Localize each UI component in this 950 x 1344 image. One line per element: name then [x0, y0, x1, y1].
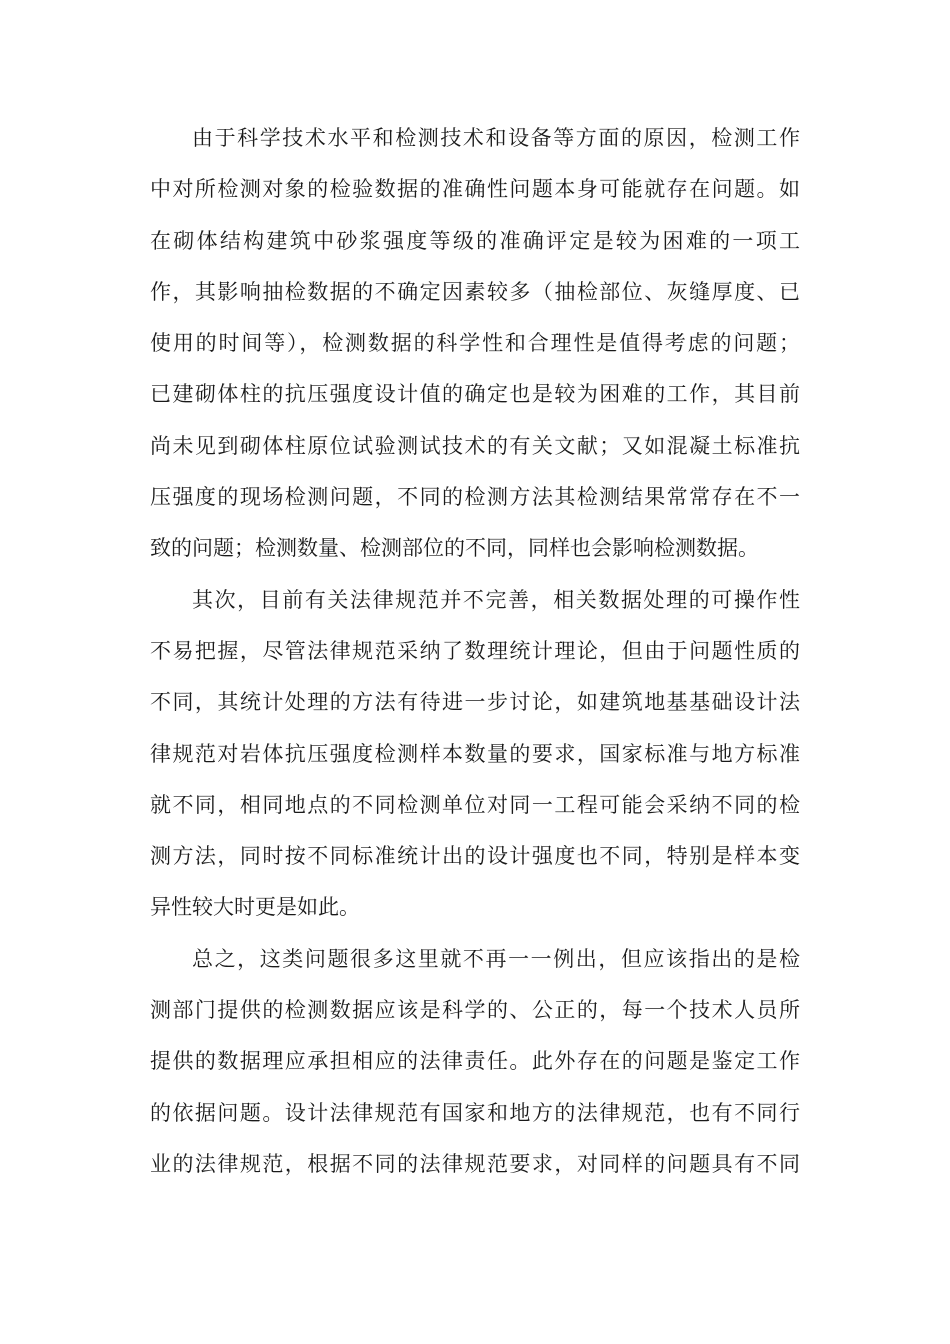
paragraph-line: 律规范对岩体抗压强度检测样本数量的要求，国家标准与地方标准 [150, 741, 800, 766]
paragraph-line: 不同，其统计处理的方法有待进一步讨论，如建筑地基基础设计法 [150, 690, 800, 715]
paragraph-line: 已建砌体柱的抗压强度设计值的确定也是较为困难的工作，其目前 [150, 382, 800, 407]
paragraph-line: 使用的时间等），检测数据的科学性和合理性是值得考虑的问题； [150, 331, 800, 356]
paragraph-line: 的依据问题。设计法律规范有国家和地方的法律规范，也有不同行 [150, 1100, 800, 1125]
document-body [150, 113, 800, 1190]
paragraph-line: 作，其影响抽检数据的不确定因素较多（抽检部位、灰缝厚度、已 [150, 279, 800, 304]
paragraph-line: 尚未见到砌体柱原位试验测试技术的有关文献；又如混凝土标准抗 [150, 433, 800, 458]
paragraph-line: 在砌体结构建筑中砂浆强度等级的准确评定是较为困难的一项工 [150, 228, 800, 253]
paragraph-line: 致的问题；检测数量、检测部位的不同，同样也会影响检测数据。 [150, 536, 759, 561]
paragraph-line: 提供的数据理应承担相应的法律责任。此外存在的问题是鉴定工作 [150, 1049, 800, 1074]
paragraph-line: 由于科学技术水平和检测技术和设备等方面的原因，检测工作 [192, 126, 800, 150]
paragraph-line: 其次，目前有关法律规范并不完善，相关数据处理的可操作性 [192, 587, 800, 612]
paragraph-line: 测方法，同时按不同标准统计出的设计强度也不同，特别是样本变 [150, 844, 800, 869]
paragraph-line: 总之，这类问题很多这里就不再一一例出，但应该指出的是检 [192, 946, 800, 971]
paragraph-line: 中对所检测对象的检验数据的准确性问题本身可能就存在问题。如 [150, 177, 800, 202]
paragraph-line: 压强度的现场检测问题，不同的检测方法其检测结果常常存在不一 [150, 485, 800, 510]
paragraph-line: 不易把握，尽管法律规范采纳了数理统计理论，但由于问题性质的 [150, 638, 800, 663]
paragraph-line: 业的法律规范，根据不同的法律规范要求，对同样的问题具有不同 [150, 1151, 800, 1176]
paragraph-line: 测部门提供的检测数据应该是科学的、公正的，每一个技术人员所 [150, 998, 800, 1023]
paragraph-line: 异性较大时更是如此。 [150, 895, 360, 920]
paragraph-line: 就不同，相同地点的不同检测单位对同一工程可能会采纳不同的检 [150, 792, 800, 817]
